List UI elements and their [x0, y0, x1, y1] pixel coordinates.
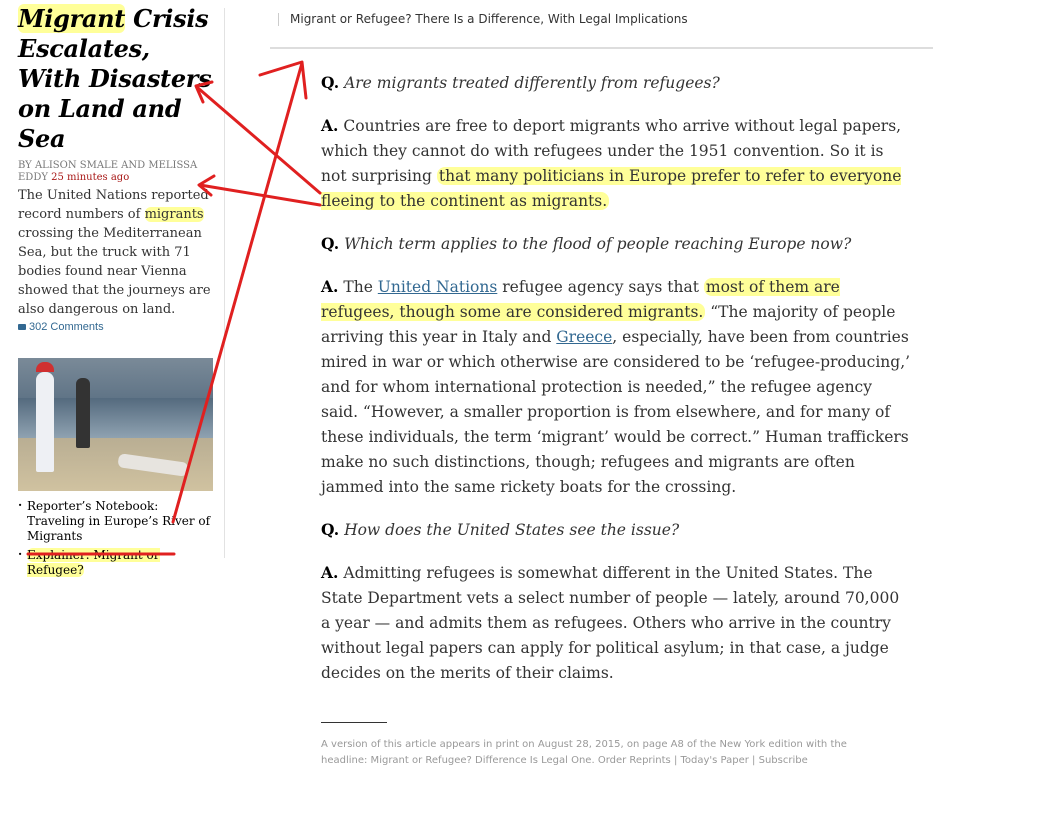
- a-label: A.: [321, 116, 339, 135]
- print-footnote: A version of this article appears in print on August 28, 2015, on page A8 of the New York edition with the headline: Migrant or Refugee? Difference Is Legal One. Order Reprints | Today's Paper | Subscribe: [321, 739, 847, 766]
- timestamp: 25 minutes ago: [51, 172, 130, 183]
- question-text: Are migrants treated differently from refugees?: [344, 74, 720, 92]
- question-text: How does the United States see the issue?: [344, 521, 680, 539]
- related-link-explainer-text: Explainer: Migrant or Refugee?: [27, 548, 160, 577]
- q-label: Q.: [321, 234, 340, 253]
- answer-text: Admitting refugees is somewhat different in the United States. The State Department vets a select number of people — lately, around 70,000 a year — and admits them as refugees. Others who arrive in the country without legal papers can apply for political asylum; in that case, a judge decides on the merits of their claims.: [321, 564, 900, 682]
- article-body: [321, 70, 911, 769]
- answer-highlight: most of them are refugees, though some are considered migrants.: [321, 278, 840, 321]
- question-1: [321, 70, 911, 96]
- a-label: A.: [321, 563, 339, 582]
- q-label: Q.: [321, 73, 340, 92]
- headline-text: Crisis Escalates, With Disasters on Land and Sea: [18, 4, 212, 153]
- link-greece[interactable]: Greece: [556, 328, 613, 346]
- question-3: [321, 517, 911, 543]
- story-summary: [18, 186, 218, 319]
- comments-count: 302 Comments: [29, 321, 104, 333]
- summary-pre: The United Nations reported record numbers of: [18, 188, 209, 222]
- headline-highlight: Migrant: [18, 4, 126, 33]
- left-sidebar: [18, 4, 218, 582]
- column-divider: [224, 8, 225, 558]
- photo-figure-hat: [36, 362, 54, 372]
- related-link-notebook[interactable]: · Reporter’s Notebook: Traveling in Europe’s River of Migrants: [18, 499, 218, 544]
- answer-text: refugee agency says that: [497, 278, 704, 296]
- question-2: [321, 231, 911, 257]
- link-united-nations[interactable]: United Nations: [377, 278, 498, 296]
- answer-text: “The majority of people arriving this year in Italy and: [321, 303, 896, 346]
- answer-2: [321, 274, 911, 500]
- summary-highlight: migrants: [144, 207, 204, 222]
- comments-link[interactable]: [18, 321, 218, 333]
- q-label: Q.: [321, 520, 340, 539]
- story-headline[interactable]: [18, 4, 218, 154]
- answer-text: , especially, have been from countries mired in war or which otherwise are considered to be ‘refugee-producing,’ and for whom international protection is needed,” the refugee agency said. “However, a smaller proportion is from elsewhere, and for many of these individuals, the term ‘migrant’ would be correct.” Human traffickers make no such distinctions, though; refugees and migrants are often jammed into the same rickety boats for the crossing.: [321, 328, 911, 496]
- comment-icon: [18, 324, 26, 330]
- answer-text: Countries are free to deport migrants who arrive without legal papers, which they cannot do with refugees under the 1951 convention. So it is not surprising: [321, 117, 902, 185]
- answer-text: The: [343, 278, 378, 296]
- photo-figure-dark: [76, 378, 90, 448]
- topbar-separator: [278, 13, 279, 26]
- story-photo[interactable]: [18, 358, 213, 491]
- footnote-rule: [321, 722, 387, 723]
- byline-authors: BY ALISON SMALE AND MELISSA EDDY: [18, 160, 198, 183]
- question-text: Which term applies to the flood of people reaching Europe now?: [344, 235, 852, 253]
- related-link-explainer[interactable]: [18, 548, 218, 578]
- photo-figure-white: [36, 372, 54, 472]
- answer-highlight: that many politicians in Europe prefer to refer to everyone fleeing to the continent as migrants.: [321, 167, 902, 210]
- answer-1: [321, 113, 911, 214]
- annotation-arrow-to-summary: [200, 185, 320, 205]
- summary-post: crossing the Mediterranean Sea, but the truck with 71 bodies found near Vienna showed that the journeys are also dangerous on land.: [18, 226, 211, 317]
- article-title: Migrant or Refugee? There Is a Difference, With Legal Implications: [290, 12, 688, 26]
- article-topbar: [270, 0, 933, 49]
- answer-3: [321, 560, 911, 686]
- related-links: [18, 499, 218, 578]
- byline: [18, 160, 218, 184]
- annotation-arrowhead-quote: [260, 62, 306, 98]
- a-label: A.: [321, 277, 339, 296]
